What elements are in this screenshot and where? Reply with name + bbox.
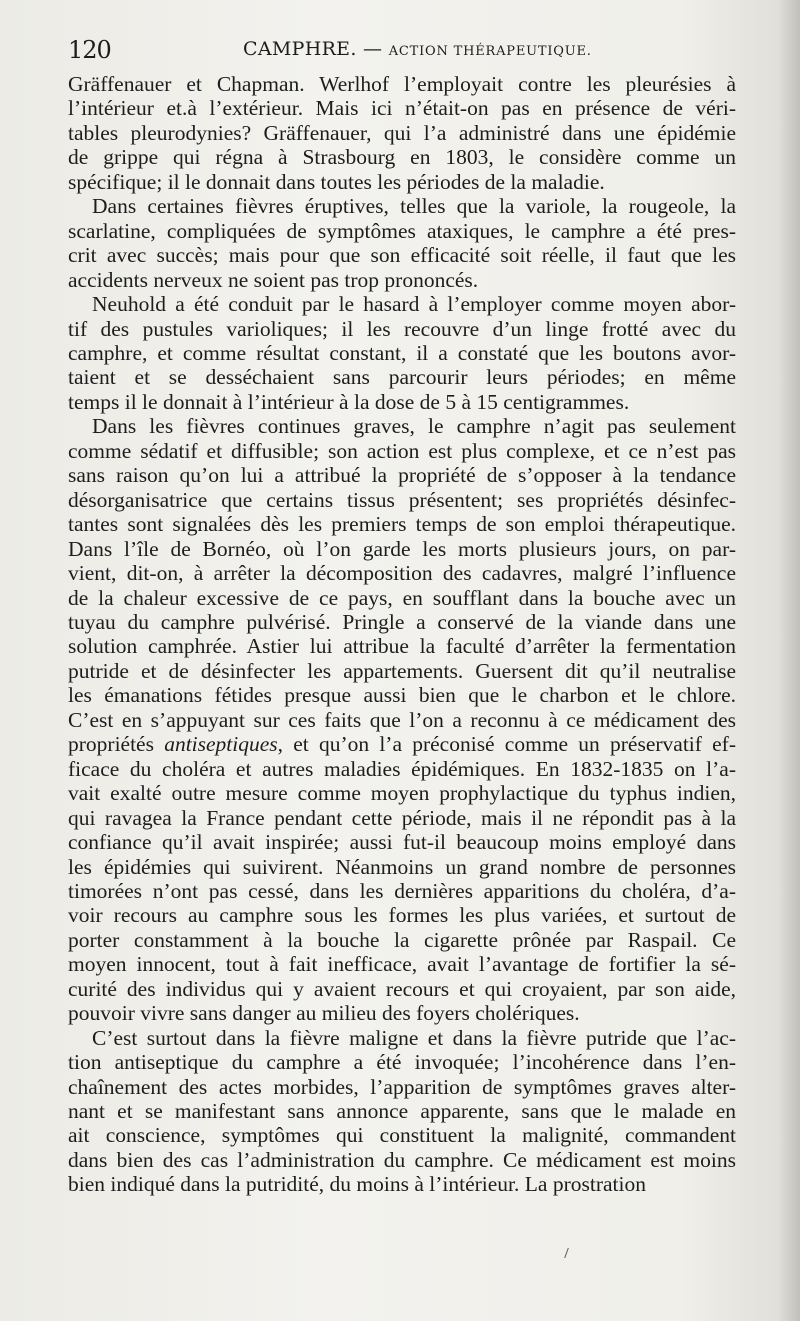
paragraph — [68, 292, 736, 414]
text-line: timorées n’ont pas cessé, dans les dernières apparitions du choléra, d’a- — [68, 878, 736, 903]
text-line: Neuhold a été conduit par le hasard à l’employer comme moyen abor- — [92, 292, 736, 317]
text-line: vient, dit-on, à arrêter la décomposition des cadavres, malgré l’influence — [68, 561, 736, 586]
text-line: scarlatine, compliquées de symptômes ataxiques, le camphre a été pres- — [68, 218, 736, 243]
text-line: ait conscience, symptômes qui constituent la malignité, commandent — [68, 1123, 736, 1148]
text-line: les émanations fétides presque aussi bien que le charbon et le chlore. — [68, 683, 736, 708]
text-line: vait exalté outre mesure comme moyen prophylactique du typhus indien, — [68, 781, 736, 806]
text-line: bien indiqué dans la putridité, du moins à l’intérieur. La prostration — [68, 1172, 646, 1197]
text-line: porter constamment à la bouche la cigarette prônée par Raspail. Ce — [68, 927, 736, 952]
body-text — [68, 72, 736, 1197]
text-line: dans bien des cas l’administration du camphre. Ce médicament est moins — [68, 1147, 736, 1172]
text-line: C’est en s’appuyant sur ces faits que l’on a reconnu à ce médicament des — [68, 707, 736, 732]
text-line: pouvoir vivre sans danger au milieu des foyers cholériques. — [68, 1001, 580, 1026]
running-title-sub: ACTION THÉRAPEUTIQUE. — [388, 44, 592, 59]
text-line: tuyau du camphre pulvérisé. Pringle a conservé de la viande dans une — [68, 609, 736, 634]
ink-mark — [564, 1248, 575, 1258]
text-line: moyen innocent, tout à fait inefficace, avait l’avantage de fortifier la sé- — [68, 952, 736, 977]
running-title-dash: — — [363, 38, 383, 60]
text-line: tif des pustules varioliques; il les recouvre d’un linge frotté avec du — [68, 316, 736, 341]
text-line: C’est surtout dans la fièvre maligne et dans la fièvre putride que l’ac- — [92, 1025, 736, 1050]
text-line: temps il le donnait à l’intérieur à la dose de 5 à 15 centigrammes. — [68, 389, 630, 414]
emphasis-text: antiseptiques — [164, 732, 278, 757]
running-header — [68, 36, 748, 66]
text-line: propriétés antiseptiques, et qu’on l’a préconisé comme un préservatif ef- — [68, 732, 737, 757]
text-line: putride et de désinfecter les appartements. Guersent dit qu’il neutralise — [68, 658, 736, 683]
text-line: l’intérieur et.à l’extérieur. Mais ici n’était-on pas en présence de véri- — [68, 96, 736, 121]
paragraph — [68, 72, 736, 194]
text-line: nant et se manifestant sans annonce apparente, sans que le malade en — [68, 1099, 736, 1124]
text-line: taient et se desséchaient sans parcourir leurs périodes; en même — [68, 365, 736, 390]
paragraph — [68, 1026, 736, 1197]
text-line: désorganisatrice que certains tissus présentent; ses propriétés désinfec- — [68, 487, 736, 512]
page-number: 120 — [68, 36, 111, 64]
paragraph — [68, 414, 736, 1025]
text-line: tion antiseptique du camphre a été invoquée; l’incohérence dans l’en- — [68, 1050, 736, 1075]
text-line: chaînement des actes morbides, l’apparition de symptômes graves alter- — [68, 1074, 736, 1099]
text-line: Dans certaines fièvres éruptives, telles que la variole, la rougeole, la — [92, 194, 736, 219]
running-title — [243, 38, 592, 60]
text-line: confiance qu’il avait inspirée; aussi fut-il beaucoup moins employé dans — [68, 830, 736, 855]
text-line: voir recours au camphre sous les formes les plus variées, et surtout de — [68, 903, 736, 928]
text-line: de la chaleur excessive de ce pays, en soufflant dans la bouche avec un — [68, 585, 736, 610]
text-line: qui ravagea la France pendant cette période, mais il ne répondit pas à la — [68, 805, 736, 830]
text-line: tantes sont signalées dès les premiers temps de son emploi thérapeutique. — [68, 512, 736, 537]
text-line: accidents nerveux ne soient pas trop prononcés. — [68, 267, 479, 292]
text-line: comme sédatif et diffusible; son action est plus complexe, et ce n’est pas — [68, 438, 736, 463]
text-line: crit avec succès; mais pour que son efficacité soit réelle, il faut que les — [68, 243, 736, 268]
page-edge-shadow — [778, 0, 800, 1321]
text-line: ficace du choléra et autres maladies épidémiques. En 1832-1835 on l’a- — [68, 756, 736, 781]
text-line: sans raison qu’on lui a attribué la propriété de s’opposer à la tendance — [68, 463, 736, 488]
text-line: de grippe qui régna à Strasbourg en 1803, le considère comme un — [68, 145, 736, 170]
text-line: curité des individus qui y avaient recours et qui croyaient, par son aide, — [68, 976, 736, 1001]
text-line: spécifique; il le donnait dans toutes les périodes de la maladie. — [68, 169, 605, 194]
text-line: les épidémies qui suivirent. Néanmoins un grand nombre de personnes — [68, 854, 736, 879]
text-line: Gräffenauer et Chapman. Werlhof l’employait contre les pleurésies à — [68, 72, 736, 96]
running-title-main: CAMPHRE. — [243, 38, 357, 60]
text-line: Dans les fièvres continues graves, le camphre n’agit pas seulement — [92, 414, 736, 439]
text-line: Dans l’île de Bornéo, où l’on garde les morts plusieurs jours, on par- — [68, 536, 736, 561]
text-line: camphre, et comme résultat constant, il a constaté que les boutons avor- — [68, 340, 736, 365]
text-line: solution camphrée. Astier lui attribue la faculté d’arrêter la fermentation — [68, 634, 736, 659]
text-line: tables pleurodynies? Gräffenauer, qui l’a administré dans une épidémie — [68, 120, 736, 145]
paragraph — [68, 194, 736, 292]
